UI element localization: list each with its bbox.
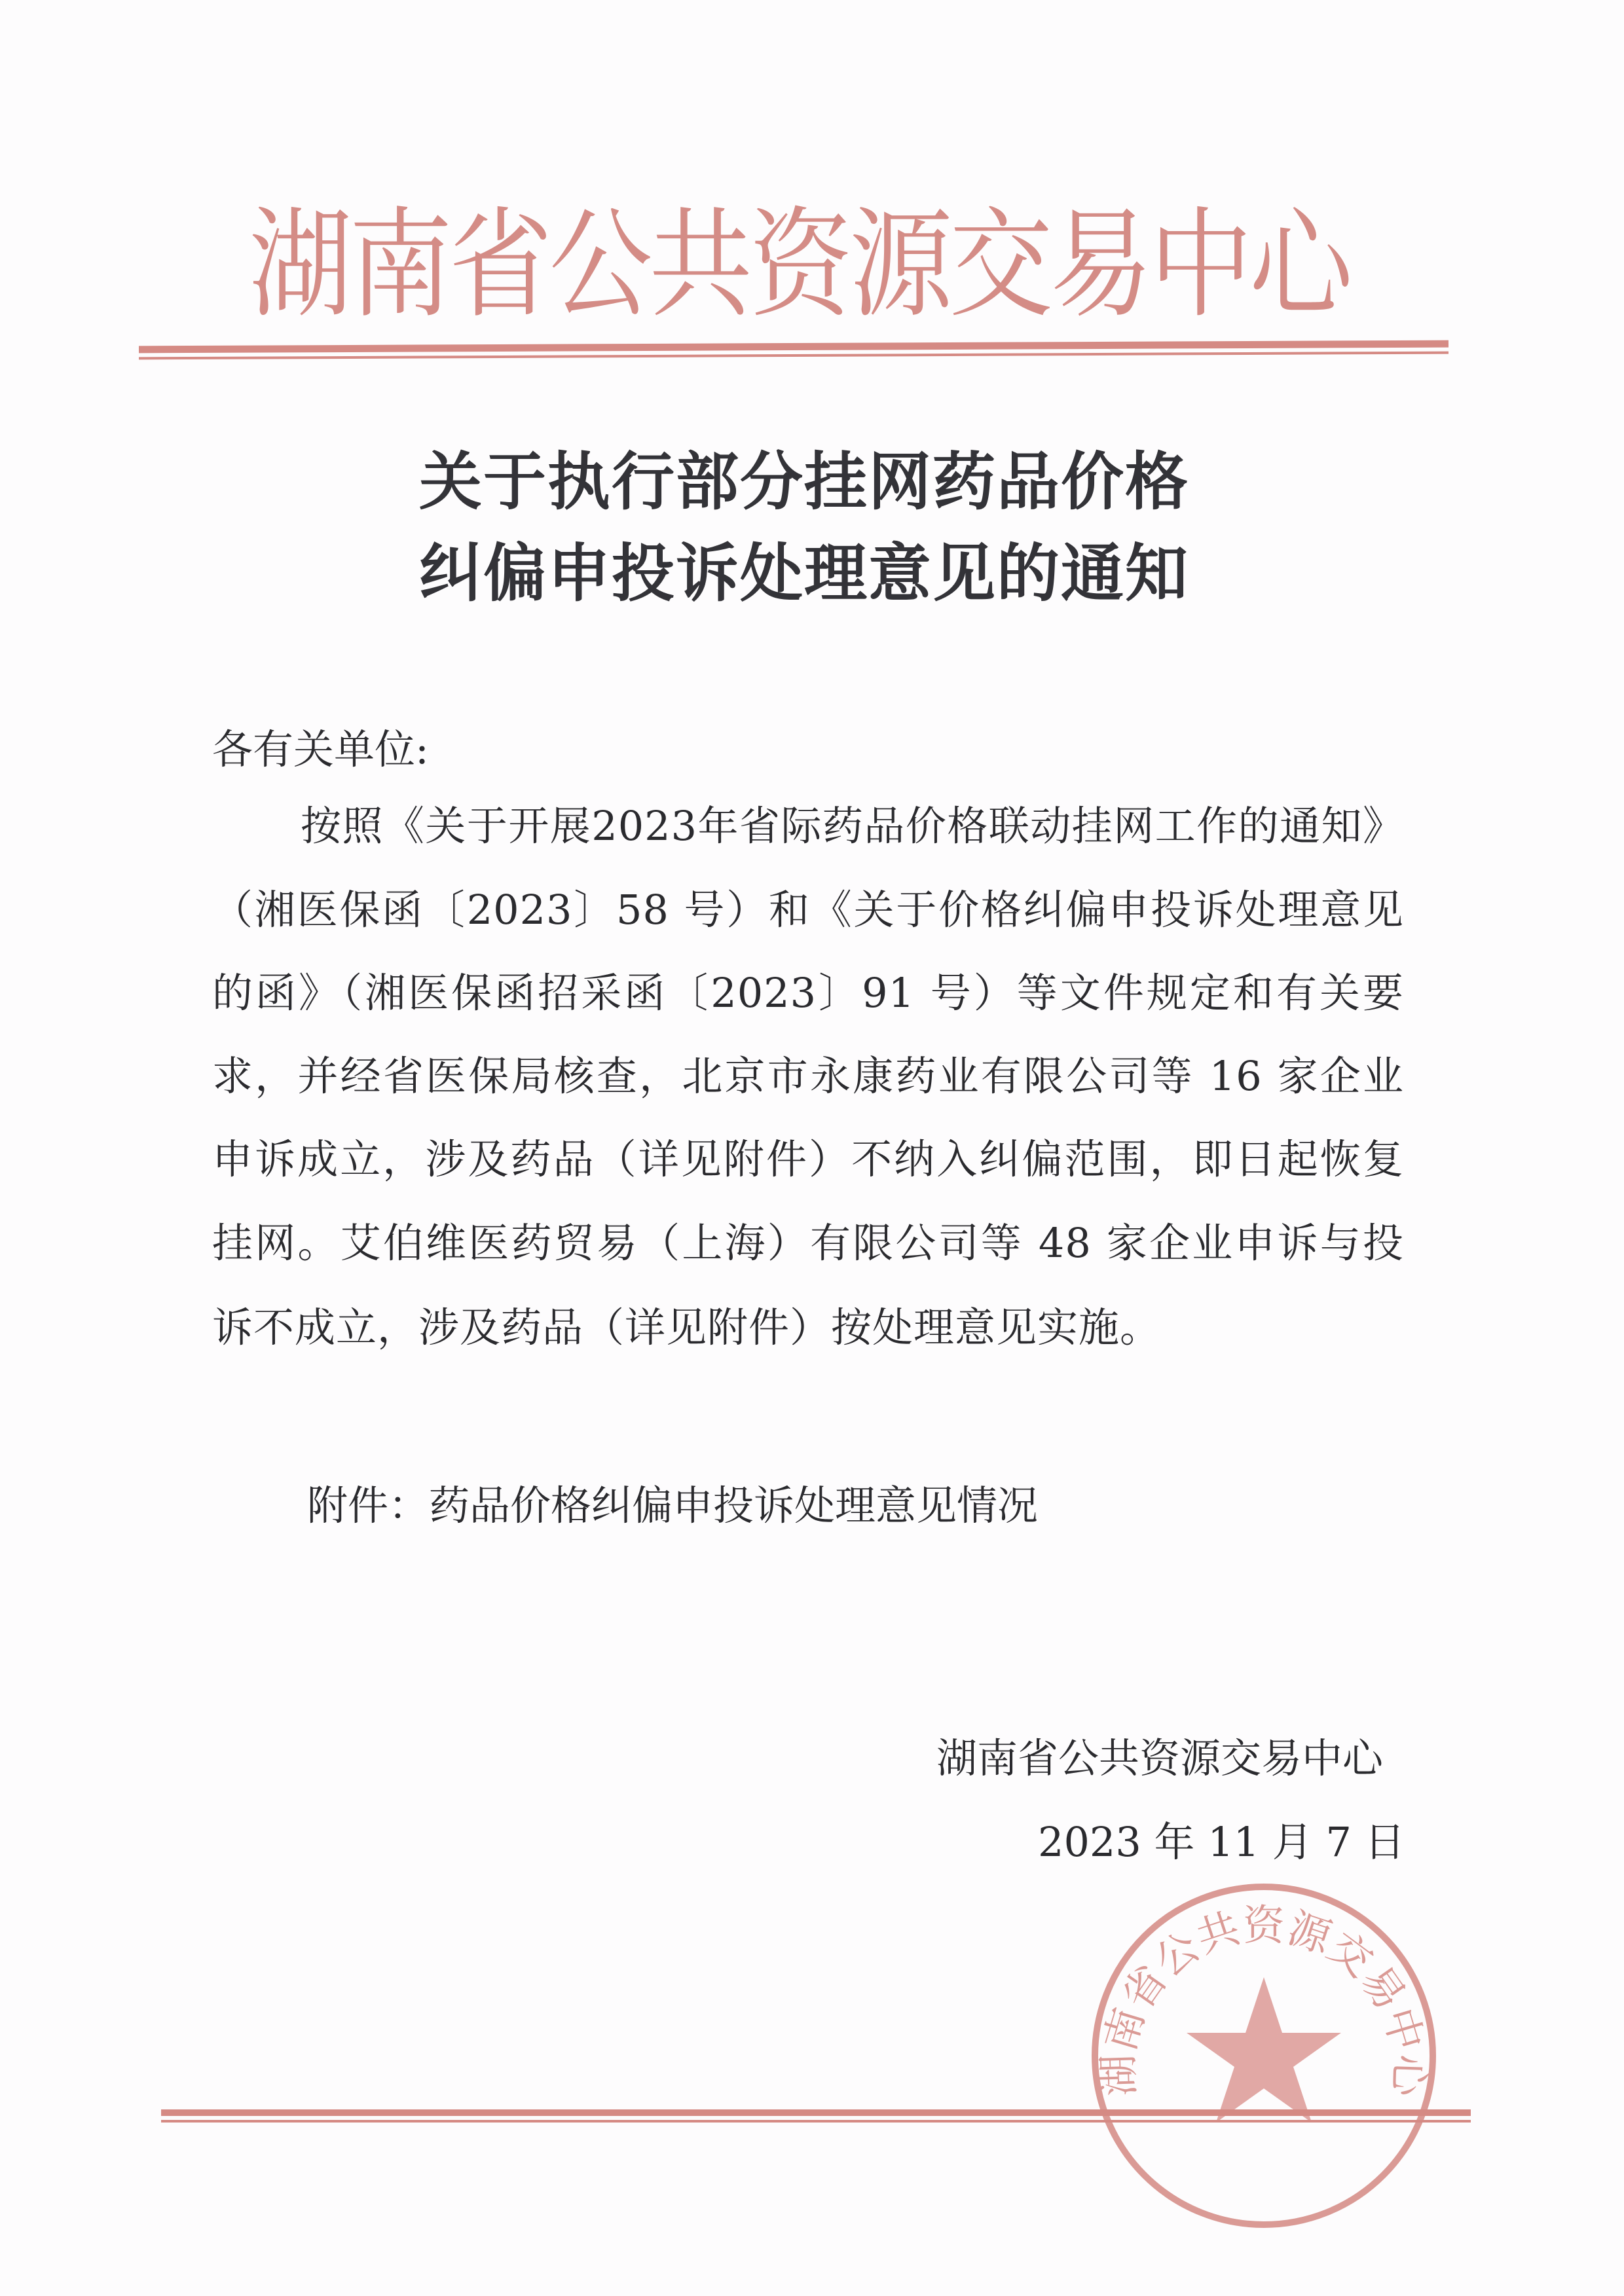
salutation: 各有关单位: — [212, 725, 429, 773]
footer-divider-thin — [161, 2120, 1471, 2123]
body-line: （湘医保函〔2023〕58 号）和《关于价格纠偏申投诉处理意见 — [212, 886, 1404, 934]
footer-divider-thick — [161, 2109, 1471, 2116]
seal-text-path: 湖南省公共资源交易中心 — [1094, 1902, 1433, 2098]
body-line: 诉不成立，涉及药品（详见附件）按处理意见实施。 — [212, 1303, 1162, 1351]
document-title-line-1: 关于执行部分挂网药品价格 — [419, 445, 1189, 519]
document-title-line-2: 纠偏申投诉处理意见的通知 — [419, 536, 1189, 610]
body-line: 的函》（湘医保函招采函〔2023〕91 号）等文件规定和有关要 — [212, 969, 1404, 1017]
official-seal — [1087, 1879, 1441, 2232]
body-line: 按照《关于开展2023年省际药品价格联动挂网工作的通知》 — [301, 802, 1404, 850]
header-divider-thin — [139, 352, 1449, 360]
organization-header: 湖南省公共资源交易中心 — [249, 196, 1349, 335]
body-line: 挂网。艾伯维医药贸易（上海）有限公司等 48 家企业申诉与投 — [212, 1219, 1404, 1267]
signature-organization: 湖南省公共资源交易中心 — [936, 1734, 1384, 1782]
attachment-note: 附件：药品价格纠偏申投诉处理意见情况 — [307, 1482, 1039, 1529]
body-line: 申诉成立，涉及药品（详见附件）不纳入纠偏范围，即日起恢复 — [212, 1135, 1404, 1183]
body-line: 求，并经省医保局核查，北京市永康药业有限公司等 16 家企业 — [212, 1052, 1404, 1100]
signature-date: 2023 年 11 月 7 日 — [1038, 1818, 1405, 1866]
star-icon — [1187, 1977, 1341, 2123]
